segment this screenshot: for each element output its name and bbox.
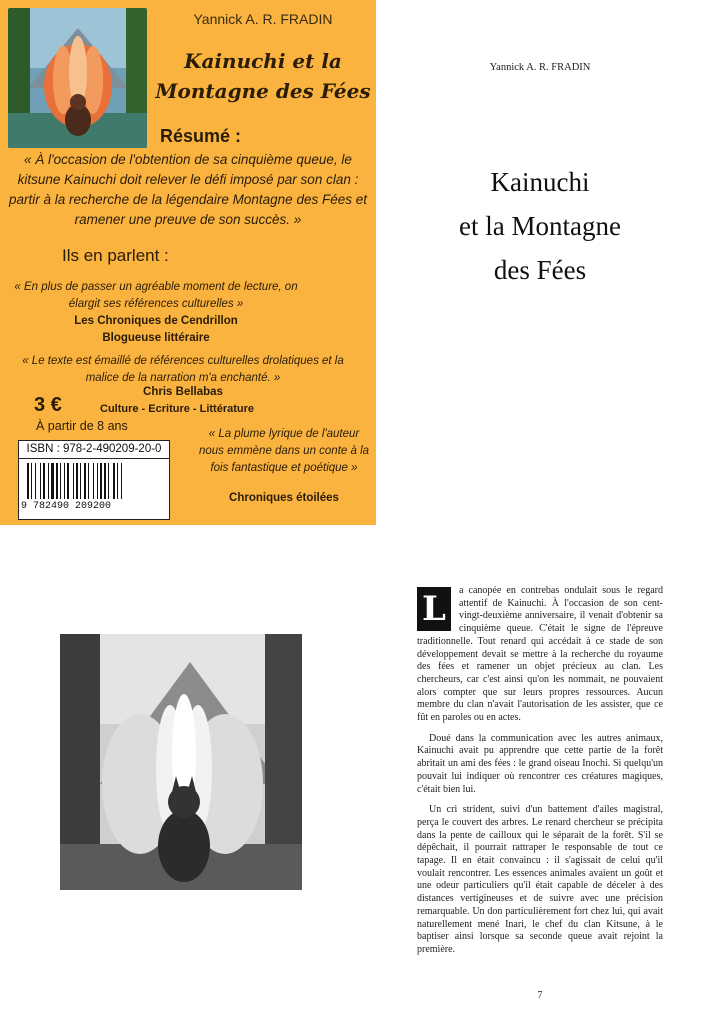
greyscale-illustration bbox=[60, 634, 302, 890]
back-cover-title-line1: Kainuchi et la bbox=[184, 49, 342, 73]
title-page-title bbox=[420, 160, 660, 292]
back-cover-author: Yannick A. R. FRADIN bbox=[193, 11, 333, 27]
barcode-graphic bbox=[25, 463, 163, 501]
paragraph-1-text: a canopée en contrebas ondulait sous le regard attentif de Kainuchi. À l'occasion de son cent-vingt-deuxième anniversaire, il venait d'obtenir sa cinquième queue. C'était le signe de l'épreuve traditionnelle. Tout renard qui accédait à ce stade de son développement devait se mettre à la recherche du royaume des fées et ramener un objet précieux au clan. Les chercheurs, car c'est ainsi qu'on les nommait, ne pouvaient alors compter que sur leurs propres ressources. Aucun membre du clan n'avait l'autorisation de les assister, que ce fût en paroles ou en actes. bbox=[417, 585, 663, 724]
review-source-2: Chris Bellabas bbox=[143, 386, 223, 398]
age-label: À partir de 8 ans bbox=[36, 419, 128, 433]
paragraph-2: Doué dans la communication avec les autres animaux, Kainuchi avait pu apprendre que cette partie de la forêt abritait un ami des fées : le grand oiseau Inochi. Si quelqu'un pouvait lui indiquer où rencontrer ces créatures magiques, c'était bien lui. bbox=[417, 732, 663, 795]
resume-text: « À l'occasion de l'obtention de sa cinquième queue, le kitsune Kainuchi doit relever le défi imposé par son clan : partir à la recherche de la légendaire Montagne des Fées et ramener une preuve de son succès. » bbox=[9, 152, 367, 227]
resume-heading: Résumé : bbox=[160, 126, 242, 146]
genre-label: Culture - Ecriture - Littérature bbox=[100, 403, 255, 415]
isbn-divider bbox=[19, 458, 169, 459]
review-quote-1: « En plus de passer un agréable moment de lecture, on élargit ses références culturelles » bbox=[14, 281, 298, 310]
review-source-1-line1: Les Chroniques de Cendrillon bbox=[74, 315, 238, 327]
review-source-3: Chroniques étoilées bbox=[229, 492, 339, 504]
drop-cap: L bbox=[417, 587, 451, 631]
title-page-author: Yannick A. R. FRADIN bbox=[489, 62, 591, 73]
back-cover bbox=[0, 0, 376, 525]
praise-heading: Ils en parlent : bbox=[62, 246, 169, 265]
title-page-line3: des Fées bbox=[493, 255, 587, 285]
paragraph-3: Un cri strident, suivi d'un battement d'ailes magistral, perça le couvert des arbres. Le renard chercheur se précipita dans la pente de cailloux qui le séparait de la forêt. S'il se dépêchait, il pourrait rattraper le responsable de tout ce tapage. Il en était convaincu : il s'agissait de celui qu'il voulait rencontrer. Les essences animales avaient un goût et une odeur particuliers qu'il était capable de déceler à des distances vertigineuses et de suivre avec une précision remarquable. Un don particulièrement fort chez lui, qui avait naturellement mené Inari, le chef du clan Kitsune, à le baptiser ainsi lorsque sa seconde queue avait rejoint la première. bbox=[417, 804, 663, 955]
review-source-1 bbox=[6, 313, 306, 347]
isbn-barcode-box bbox=[18, 440, 170, 520]
price-label: 3 € bbox=[34, 394, 62, 416]
title-page-line2: et la Montagne bbox=[459, 211, 621, 241]
back-cover-title-line2: Montagne des Fées bbox=[155, 79, 371, 103]
cover-illustration bbox=[8, 8, 147, 148]
back-cover-title bbox=[150, 46, 376, 106]
paragraph-1 bbox=[417, 585, 663, 725]
isbn-text: ISBN : 978-2-490209-20-0 bbox=[26, 443, 162, 455]
barcode-number: 9 782490 209200 bbox=[21, 501, 112, 512]
page-number: 7 bbox=[537, 990, 543, 1001]
story-text-page bbox=[417, 585, 663, 965]
review-quote-3: « La plume lyrique de l'auteur nous emmène dans un conte à la fois fantastique et poétique » bbox=[198, 428, 370, 474]
review-source-1-line2: Blogueuse littéraire bbox=[102, 332, 210, 344]
review-quote-2: « Le texte est émaillé de références culturelles drolatiques et la malice de la narration m'a enchanté. » bbox=[22, 355, 344, 384]
title-page-line1: Kainuchi bbox=[490, 167, 590, 197]
